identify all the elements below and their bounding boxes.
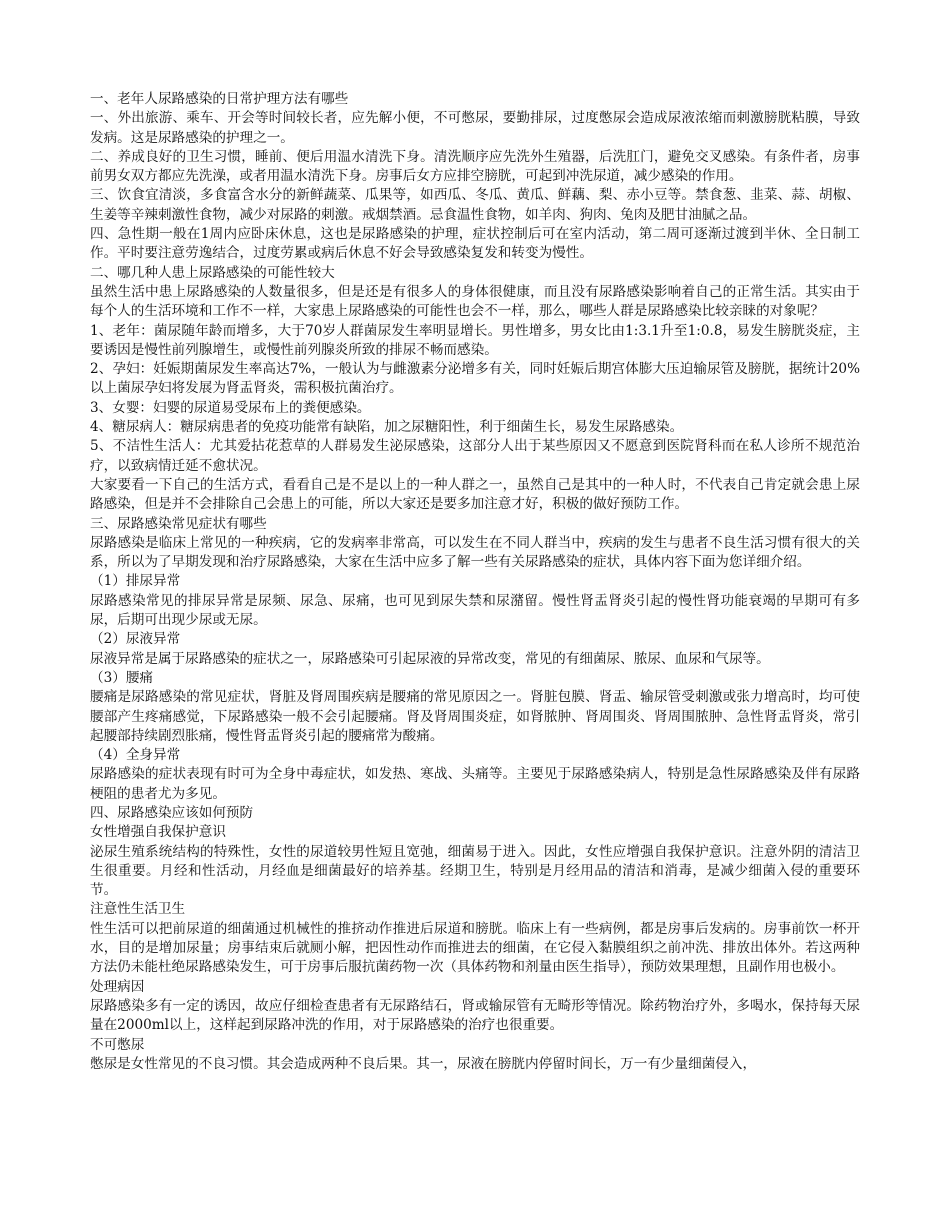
paragraph: 一、外出旅游、乘车、开会等时间较长者，应先解小便，不可憋尿，要勤排尿，过度憋尿会造成尿液浓缩而刺激膀胱粘膜，导致发病。这是尿路感染的护理之一。 [90, 110, 860, 146]
paragraph: 5、不洁性生活人：尤其爱拈花惹草的人群易发生泌尿感染，这部分人出于某些原因又不愿意到医院肾科而在私人诊所不规范治疗，以致病情迁延不愈状况。 [90, 438, 860, 474]
paragraph: 憋尿是女性常见的不良习惯。其会造成两种不良后果。其一，尿液在膀胱内停留时间长，万一有少量细菌侵入， [90, 1055, 757, 1072]
paragraph: 3、女婴：妇婴的尿道易受尿布上的粪便感染。 [90, 399, 371, 416]
section-heading-1: 一、老年人尿路感染的日常护理方法有哪些 [90, 91, 349, 107]
subheading: 注意性生活卫生 [90, 901, 186, 918]
paragraph: 尿路感染多有一定的诱因，故应仔细检查患者有无尿路结石，肾或输尿管有无畸形等情况。除药物治疗外，多喝水，保持每天尿量在2000ml以上，这样起到尿路冲洗的作用，对于尿路感染的治疗也很重要。 [90, 997, 860, 1034]
subheading: 不可憋尿 [90, 1036, 145, 1053]
section-heading-4: 四、尿路感染应该如何预防 [90, 804, 254, 821]
paragraph: 尿路感染常见的排尿异常是尿频、尿急、尿痛，也可见到尿失禁和尿潴留。慢性肾盂肾炎引起的慢性肾功能衰竭的早期可有多尿，后期可出现少尿或无尿。 [90, 592, 860, 629]
paragraph: 三、饮食宜清淡，多食富含水分的新鲜蔬菜、瓜果等，如西瓜、冬瓜、黄瓜、鲜藕、梨、赤小豆等。禁食葱、韭菜、蒜、胡椒、生姜等辛辣刺激性食物，减少对尿路的刺激。戒烟禁酒。忌食温性食物，如羊肉、狗肉、兔肉及肥甘油腻之品。 [90, 187, 860, 223]
paragraph: 腰痛是尿路感染的常见症状，肾脏及肾周围疾病是腰痛的常见原因之一。肾脏包膜、肾盂、输尿管受刺激或张力增高时，均可使腰部产生疼痛感觉，下尿路感染一般不会引起腰痛。肾及肾周围炎症，如肾脓肿、肾周围炎、肾周围脓肿、急性肾盂肾炎，常引起腰部持续剧烈胀痛，慢性肾盂肾炎引起的腰痛常为酸痛。 [90, 689, 860, 744]
section-heading-3: 三、尿路感染常见症状有哪些 [90, 515, 267, 532]
paragraph: 1、老年：菌尿随年龄而增多，大于70岁人群菌尿发生率明显增长。男性增多，男女比由1:3.1升至1:0.8，易发生膀胱炎症，主要诱因是慢性前列腺增生，或慢性前列腺炎所致的排尿不畅而感染。 [90, 322, 860, 358]
paragraph: 性生活可以把前尿道的细菌通过机械性的推挤动作推进后尿道和膀胱。临床上有一些病例，都是房事后发病的。房事前饮一杯开水，目的是增加尿量；房事结束后就厕小解，把因性动作而推进去的细菌，在它侵入黏膜组织之前冲洗、排放出体外。若这两种方法仍未能杜绝尿路感染发生，可于房事后服抗菌药物一次（具体药物和剂量由医生指导），预防效果理想，且副作用也极小。 [90, 920, 860, 976]
paragraph: 尿路感染的症状表现有时可为全身中毒症状，如发热、寒战、头痛等。主要见于尿路感染病人，特别是急性尿路感染及伴有尿路梗阻的患者尤为多见。 [90, 766, 860, 802]
subheading: 处理病因 [90, 978, 145, 995]
paragraph: 四、急性期一般在1周内应卧床休息，这也是尿路感染的护理，症状控制后可在室内活动，第二周可逐渐过渡到半休、全日制工作。平时要注意劳逸结合，过度劳累或病后休息不好会导致感染复发和转变为慢性。 [90, 226, 860, 262]
subheading: （1）排尿异常 [90, 573, 181, 590]
subheading: （4）全身异常 [90, 747, 181, 764]
subheading: （2）尿液异常 [90, 631, 181, 648]
paragraph: 尿路感染是临床上常见的一种疾病，它的发病率非常高，可以发生在不同人群当中，疾病的发生与患者不良生活习惯有很大的关系，所以为了早期发现和治疗尿路感染，大家在生活中应多了解一些有关尿路感染的症状，具体内容下面为您详细介绍。 [90, 534, 860, 571]
paragraph: 4、糖尿病人：糖尿病患者的免疫功能常有缺陷，加之尿糖阳性，利于细菌生长，易发生尿路感染。 [90, 419, 684, 436]
paragraph: 虽然生活中患上尿路感染的人数量很多，但是还是有很多人的身体很健康，而且没有尿路感染影响着自己的正常生活。其实由于每个人的生活环境和工作不一样，大家患上尿路感染的可能性也会不一样，那么，哪些人群是尿路感染比较亲睐的对象呢？ [90, 283, 860, 320]
paragraph: 尿液异常是属于尿路感染的症状之一，尿路感染可引起尿液的异常改变，常见的有细菌尿、脓尿、血尿和气尿等。 [90, 650, 770, 667]
paragraph: 二、养成良好的卫生习惯，睡前、便后用温水清洗下身。清洗顺序应先洗外生殖器，后洗肛门，避免交叉感染。有条件者，房事前男女双方都应先洗澡，或者用温水清洗下身。房事后女方应排空膀胱，可起到冲洗尿道，减少感染的作用。 [90, 148, 860, 185]
paragraph: 大家要看一下自己的生活方式，看看自己是不是以上的一种人群之一，虽然自己是其中的一种人时，不代表自己肯定就会患上尿路感染，但是并不会排除自己会患上的可能，所以大家还是要多加注意才好，积极的做好预防工作。 [90, 476, 860, 513]
subheading: （3）腰痛 [90, 669, 154, 686]
paragraph: 泌尿生殖系统结构的特殊性，女性的尿道较男性短且宽弛，细菌易于进入。因此，女性应增强自我保护意识。注意外阴的清洁卫生很重要。月经和性活动，月经血是细菌最好的培养基。经期卫生，特别是月经用品的清洁和消毒，是减少细菌入侵的重要环节。 [90, 843, 860, 899]
subheading: 女性增强自我保护意识 [90, 824, 226, 841]
section-heading-2: 二、哪几种人患上尿路感染的可能性较大 [90, 264, 335, 281]
paragraph: 2、孕妇：妊娠期菌尿发生率高达7%，一般认为与雌激素分泌增多有关，同时妊娠后期宫体膨大压迫输尿管及膀胱，据统计20%以上菌尿孕妇将发展为肾盂肾炎，需积极抗菌治疗。 [90, 361, 860, 397]
